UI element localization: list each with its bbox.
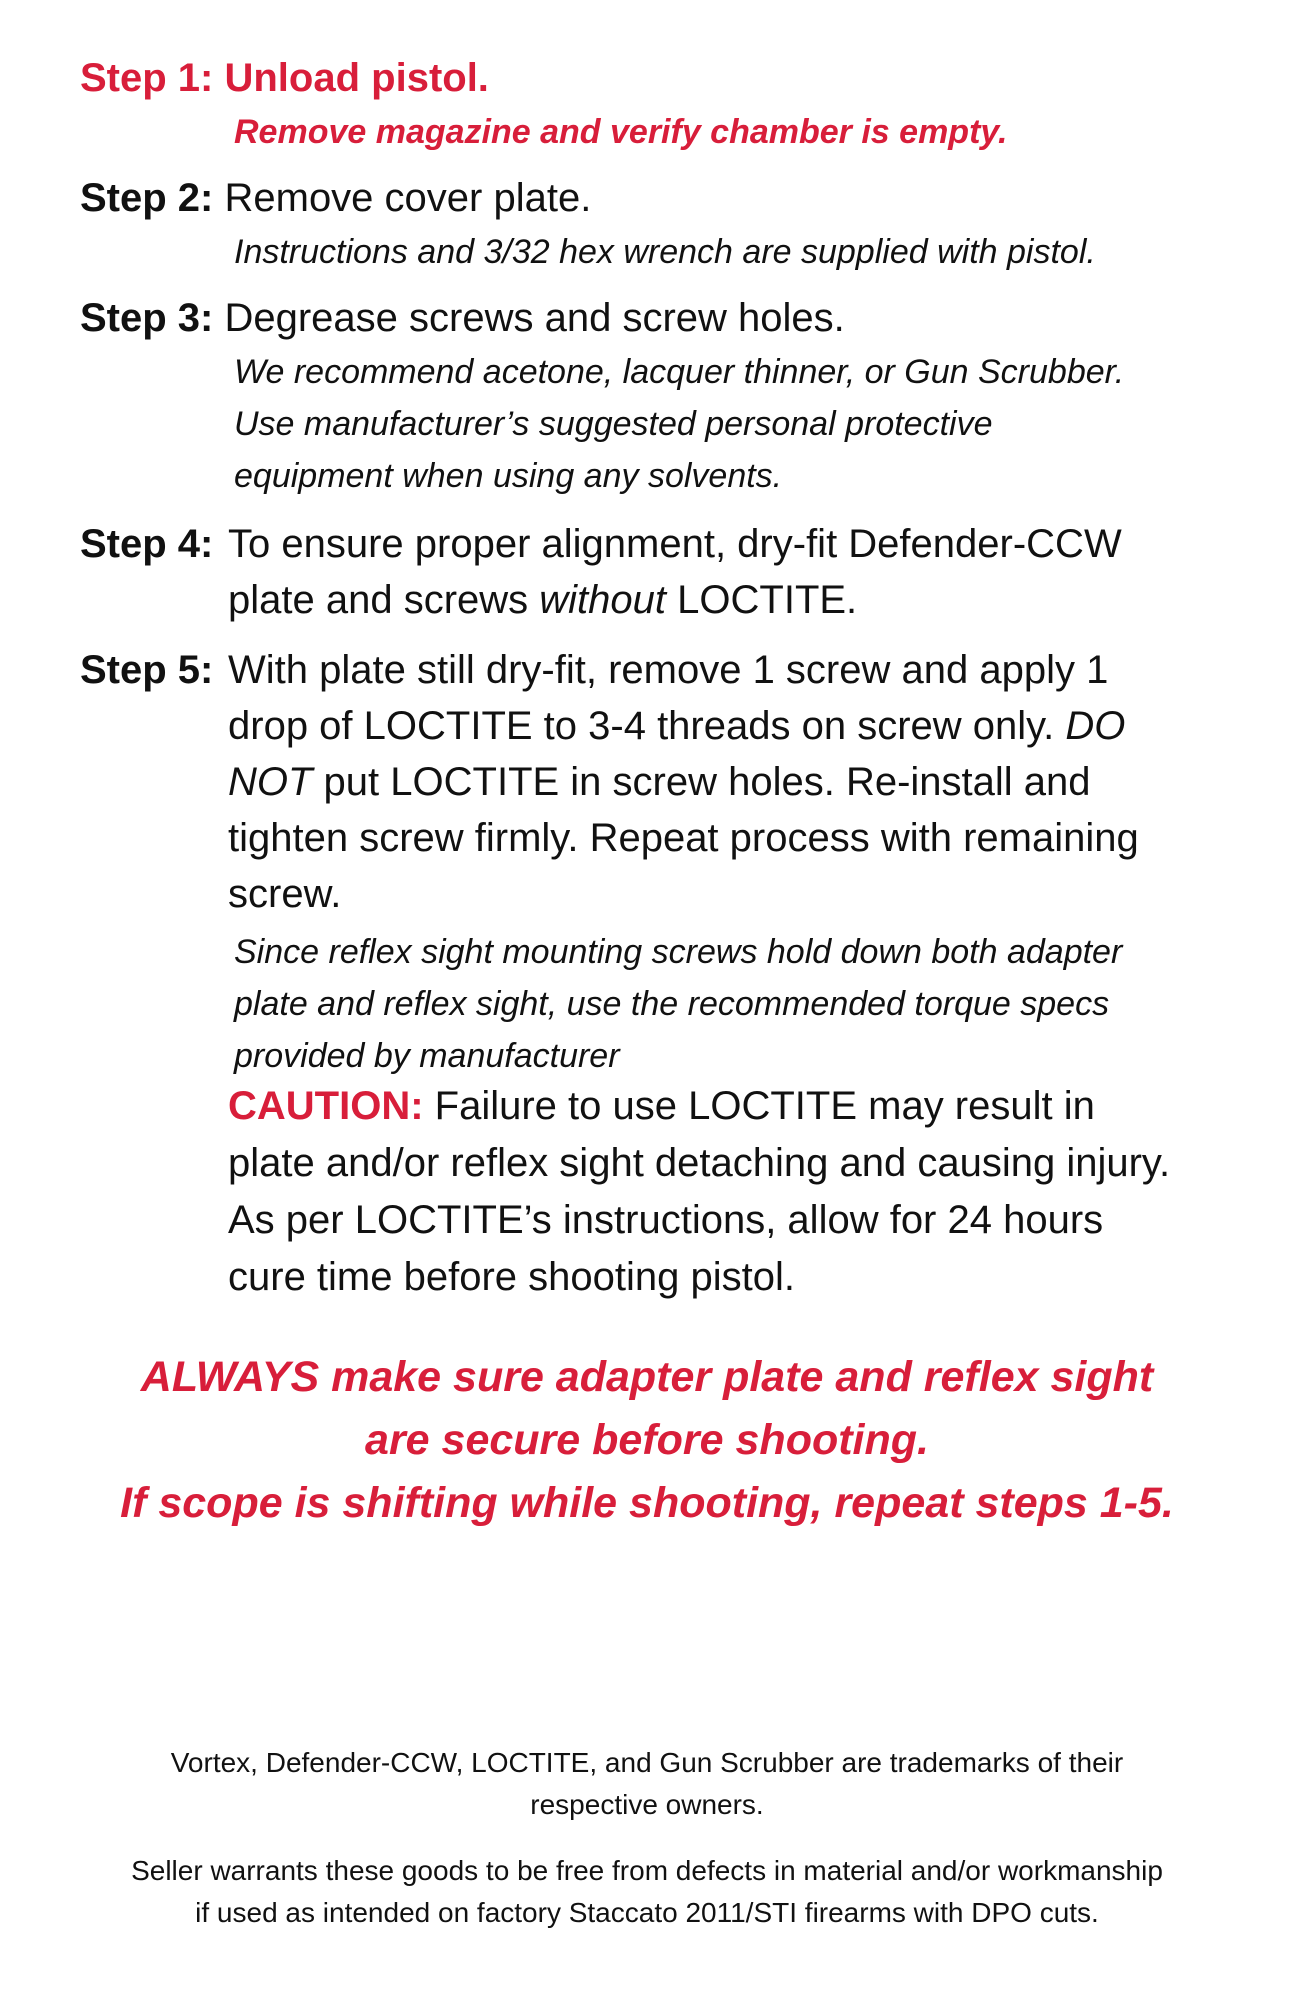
step-2-title: Remove cover plate. (224, 176, 592, 220)
warranty-line-2: if used as intended on factory Staccato 2011/STI firearms with DPO cuts. (195, 1897, 1099, 1928)
step-5-line-4: tighten screw firmly. Repeat process with remaining (228, 816, 1139, 860)
step-2-note: Instructions and 3/32 hex wrench are supplied with pistol. (234, 233, 1096, 271)
caution-label: CAUTION: (228, 1084, 424, 1128)
step-3-note-line-2: Use manufacturer’s suggested personal protective (234, 405, 993, 443)
step-5-note-line-3: provided by manufacturer (234, 1037, 620, 1075)
step-4-label: Step 4: (80, 522, 214, 566)
step-2 (80, 170, 1220, 278)
caution-line-4: cure time before shooting pistol. (228, 1255, 795, 1299)
step-5 (80, 642, 1220, 922)
warning-line-1: ALWAYS make sure adapter plate and reflex sight (140, 1353, 1154, 1401)
caution-line-3: As per LOCTITE’s instructions, allow for 24 hours (228, 1198, 1104, 1242)
step-1-label: Step 1: (80, 56, 214, 100)
trademark-line-2: respective owners. (530, 1789, 764, 1820)
step-1-title: Unload pistol. (224, 56, 489, 100)
trademark-notice (60, 1742, 1234, 1826)
step-3 (80, 290, 1220, 502)
step-2-label: Step 2: (80, 176, 214, 220)
step-3-label: Step 3: (80, 296, 214, 340)
safety-warning (60, 1346, 1234, 1535)
step-1-note: Remove magazine and verify chamber is empty. (234, 113, 1008, 151)
step-5-line-2: drop of LOCTITE to 3-4 threads on screw only. DO (228, 704, 1126, 748)
caution-line-2: plate and/or reflex sight detaching and causing injury. (228, 1141, 1171, 1185)
warning-line-2: are secure before shooting. (365, 1416, 929, 1464)
step-5-note-line-1: Since reflex sight mounting screws hold down both adapter (234, 933, 1123, 971)
step-5-note (80, 926, 1220, 1082)
step-4-line-1: To ensure proper alignment, dry-fit Defender-CCW (228, 522, 1122, 566)
step-3-note-line-3: equipment when using any solvents. (234, 457, 783, 495)
trademark-line-1: Vortex, Defender-CCW, LOCTITE, and Gun Scrubber are trademarks of their (170, 1747, 1124, 1778)
step-3-note-line-1: We recommend acetone, lacquer thinner, or Gun Scrubber. (234, 353, 1125, 391)
step-5-line-1: With plate still dry-fit, remove 1 screw and apply 1 (228, 648, 1109, 692)
step-5-label: Step 5: (80, 648, 214, 692)
step-1 (80, 50, 1220, 158)
caution-line-1: CAUTION: Failure to use LOCTITE may result in (228, 1084, 1095, 1128)
caution-block (80, 1078, 1220, 1306)
warranty-notice (60, 1850, 1234, 1934)
step-4 (80, 516, 1220, 628)
warning-line-3: If scope is shifting while shooting, repeat steps 1-5. (120, 1479, 1174, 1527)
without-emphasis: without (539, 578, 667, 622)
step-4-line-2: plate and screws without LOCTITE. (228, 578, 858, 622)
step-3-title: Degrease screws and screw holes. (224, 296, 845, 340)
step-5-line-3: NOT put LOCTITE in screw holes. Re-install and (228, 760, 1091, 804)
step-5-line-5: screw. (228, 872, 342, 916)
warranty-line-1: Seller warrants these goods to be free from defects in material and/or workmanship (131, 1855, 1163, 1886)
step-5-note-line-2: plate and reflex sight, use the recommended torque specs (234, 985, 1110, 1023)
